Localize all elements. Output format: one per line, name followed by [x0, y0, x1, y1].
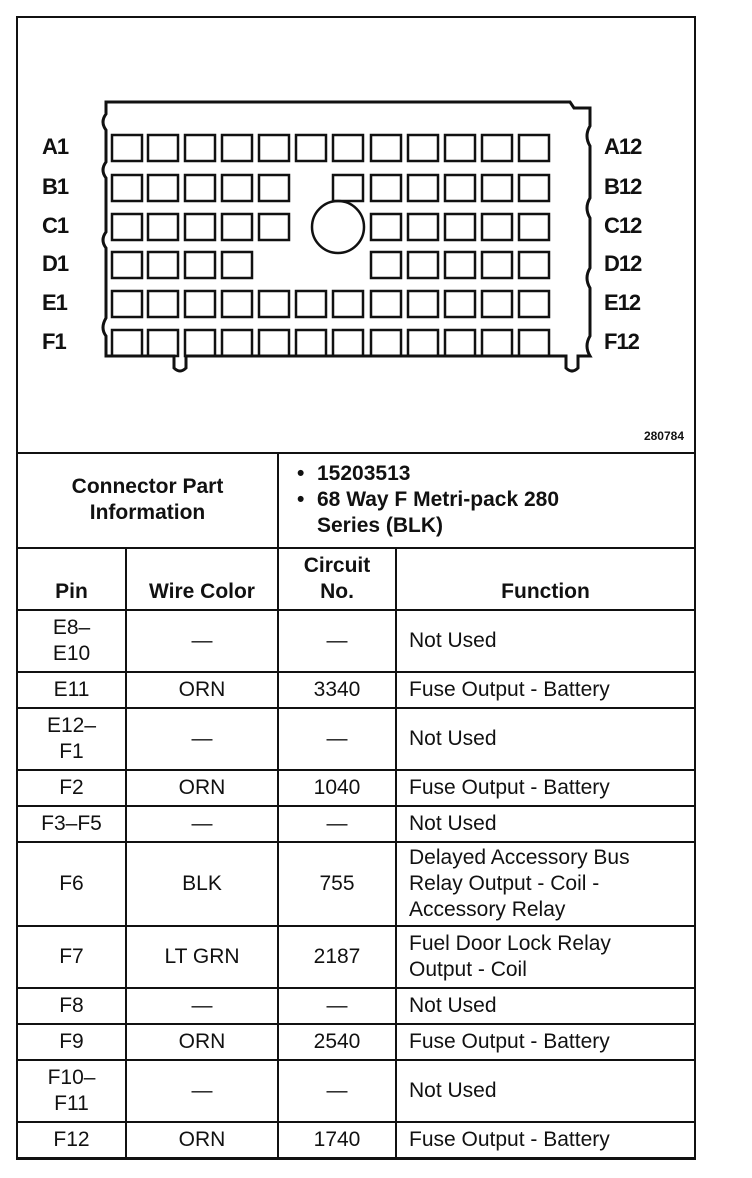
row-label-left: B1 — [42, 174, 69, 199]
connector-info-label — [18, 452, 278, 548]
circuit-cell: — — [278, 1060, 396, 1122]
function-cell: Fuse Output - Battery — [396, 770, 694, 806]
row-label-left: C1 — [42, 213, 69, 238]
pin-cell: F2 — [18, 770, 126, 806]
pin-cell: E11 — [18, 672, 126, 708]
row-label-left: F1 — [42, 329, 66, 354]
row-label-left: D1 — [42, 251, 69, 276]
table-row — [18, 1122, 694, 1158]
function-cell: Not Used — [396, 988, 694, 1024]
pin-cavity — [408, 175, 438, 201]
pin-cavity — [333, 291, 363, 317]
circuit-cell: 2187 — [278, 926, 396, 988]
pin-cell: F7 — [18, 926, 126, 988]
connector-info-label-text: Connector Part Information — [71, 474, 224, 524]
table-row — [18, 806, 694, 842]
wire-color-cell: ORN — [126, 1024, 278, 1060]
table-row — [18, 926, 694, 988]
pin-cavity — [408, 291, 438, 317]
table-row — [18, 672, 694, 708]
wire-color-cell: — — [126, 806, 278, 842]
figure-number: 280784 — [643, 429, 684, 443]
pin-cell: F10– F11 — [18, 1060, 126, 1122]
header-circuit — [278, 548, 396, 610]
circuit-cell: — — [278, 708, 396, 770]
pin-cavity — [445, 214, 475, 240]
pin-cavity — [333, 175, 363, 201]
pin-cavity — [408, 252, 438, 278]
circuit-cell: — — [278, 610, 396, 672]
pin-cavity — [482, 330, 512, 356]
pin-cavity — [259, 135, 289, 161]
function-cell: Fuse Output - Battery — [396, 1024, 694, 1060]
pin-cavity — [185, 291, 215, 317]
wire-color-cell: BLK — [126, 842, 278, 926]
pin-cavity — [259, 175, 289, 201]
pin-cavity — [519, 135, 549, 161]
wire-color-cell: ORN — [126, 1122, 278, 1158]
pin-cavity — [371, 330, 401, 356]
circuit-cell: — — [278, 988, 396, 1024]
pin-cavity — [148, 252, 178, 278]
wire-color-cell: LT GRN — [126, 926, 278, 988]
pin-cavity — [371, 291, 401, 317]
function-cell: Not Used — [396, 708, 694, 770]
function-cell: Not Used — [396, 1060, 694, 1122]
pin-cell: E8– E10 — [18, 610, 126, 672]
pin-cavity — [112, 252, 142, 278]
circuit-cell: 2540 — [278, 1024, 396, 1060]
row-label-right: A12 — [604, 134, 642, 159]
pin-cavity — [371, 135, 401, 161]
pin-cell: F9 — [18, 1024, 126, 1060]
table-row — [18, 770, 694, 806]
wire-color-cell: — — [126, 708, 278, 770]
table-row — [18, 610, 694, 672]
wire-color-cell: — — [126, 610, 278, 672]
circuit-cell: 1040 — [278, 770, 396, 806]
circuit-cell: — — [278, 806, 396, 842]
pin-cavity — [296, 291, 326, 317]
connector-table — [18, 452, 694, 1159]
connector-type: • 68 Way F Metri-pack 280 Series (BLK) — [283, 487, 587, 539]
wire-color-cell: ORN — [126, 672, 278, 708]
pin-cavity — [112, 135, 142, 161]
pin-cavity — [519, 252, 549, 278]
function-cell: Delayed Accessory Bus Relay Output - Coil - Accessory Relay — [396, 842, 694, 926]
pin-cavity — [519, 291, 549, 317]
pin-cell: F12 — [18, 1122, 126, 1158]
pin-cavity — [222, 252, 252, 278]
row-label-left: A1 — [42, 134, 69, 159]
header-pin: Pin — [18, 548, 126, 610]
wire-color-cell: — — [126, 988, 278, 1024]
pin-cavity — [519, 175, 549, 201]
pin-cavity — [185, 330, 215, 356]
function-cell: Not Used — [396, 806, 694, 842]
pin-cavity — [445, 252, 475, 278]
circuit-cell: 1740 — [278, 1122, 396, 1158]
pin-cavity — [112, 214, 142, 240]
pin-cavity — [185, 252, 215, 278]
pin-cavity — [296, 135, 326, 161]
pin-cavity — [519, 214, 549, 240]
row-label-right: E12 — [604, 290, 641, 315]
table-row — [18, 842, 694, 926]
pin-cavity — [333, 330, 363, 356]
pin-cavity — [482, 135, 512, 161]
circuit-cell: 3340 — [278, 672, 396, 708]
row-label-left: E1 — [42, 290, 67, 315]
pin-cavity — [445, 330, 475, 356]
pin-cavity — [445, 291, 475, 317]
pin-cavity — [482, 252, 512, 278]
pin-cell: F6 — [18, 842, 126, 926]
pin-cavity — [296, 330, 326, 356]
header-wire-color: Wire Color — [126, 548, 278, 610]
pin-cavity — [519, 330, 549, 356]
pin-cavity — [112, 330, 142, 356]
pin-cavity — [259, 214, 289, 240]
pin-cavity — [371, 214, 401, 240]
pin-cavity — [371, 175, 401, 201]
pin-cavity — [371, 252, 401, 278]
pin-cavity — [112, 175, 142, 201]
pin-cavity — [259, 291, 289, 317]
wire-color-cell: — — [126, 1060, 278, 1122]
header-row — [18, 548, 694, 610]
connector-info-row — [18, 452, 694, 548]
circuit-cell: 755 — [278, 842, 396, 926]
function-cell: Fuse Output - Battery — [396, 1122, 694, 1158]
row-label-right: F12 — [604, 329, 639, 354]
pin-cavity — [259, 330, 289, 356]
part-number: • 15203513 — [283, 461, 690, 487]
pin-cavity — [222, 291, 252, 317]
pin-cavity — [408, 135, 438, 161]
function-cell: Fuel Door Lock Relay Output - Coil — [396, 926, 694, 988]
pin-cavity — [148, 214, 178, 240]
pin-cavity — [445, 175, 475, 201]
pin-cavity — [112, 291, 142, 317]
wire-color-cell: ORN — [126, 770, 278, 806]
pin-cavity — [148, 291, 178, 317]
pin-cavity — [482, 175, 512, 201]
pin-cavity — [148, 135, 178, 161]
pin-cavity — [148, 330, 178, 356]
table-row — [18, 1024, 694, 1060]
header-circuit-text: Circuit No. — [303, 554, 371, 603]
function-cell: Not Used — [396, 610, 694, 672]
pin-cavity — [408, 330, 438, 356]
header-function: Function — [396, 548, 694, 610]
pin-cavity — [408, 214, 438, 240]
pin-cavity — [482, 291, 512, 317]
pin-cavity — [148, 175, 178, 201]
pin-cavity — [333, 135, 363, 161]
connector-outline — [18, 18, 694, 452]
pin-cell: F3–F5 — [18, 806, 126, 842]
row-label-right: B12 — [604, 174, 642, 199]
pin-cavity — [222, 135, 252, 161]
pin-cavity — [185, 214, 215, 240]
pin-cavity — [222, 214, 252, 240]
table-row — [18, 708, 694, 770]
pin-cavity — [185, 175, 215, 201]
connector-sheet — [16, 16, 696, 1160]
pin-cavity — [222, 175, 252, 201]
keying-hole — [312, 201, 364, 253]
table-row — [18, 988, 694, 1024]
pin-cell: E12– F1 — [18, 708, 126, 770]
pin-cavity — [445, 135, 475, 161]
pin-cell: F8 — [18, 988, 126, 1024]
connector-info-values — [278, 452, 694, 548]
table-row — [18, 1060, 694, 1122]
pin-cavity — [185, 135, 215, 161]
row-label-right: D12 — [604, 251, 642, 276]
pin-cavity — [222, 330, 252, 356]
function-cell: Fuse Output - Battery — [396, 672, 694, 708]
row-label-right: C12 — [604, 213, 642, 238]
connector-diagram — [18, 18, 694, 454]
pin-cavity — [482, 214, 512, 240]
